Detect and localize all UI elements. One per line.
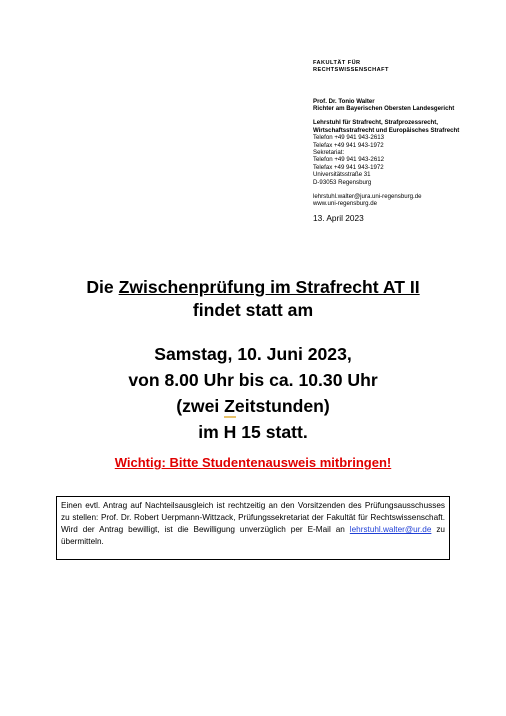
secretariat-phone: Telefon +49 941 943-2612 bbox=[313, 156, 384, 164]
disability-compensation-notice bbox=[56, 496, 450, 560]
room-number: 15 bbox=[236, 422, 261, 442]
exam-duration: (zwei Zeitstunden) bbox=[176, 396, 330, 416]
room-prefix: im bbox=[198, 422, 224, 442]
chair-phone: Telefon +49 941 943-2613 bbox=[313, 134, 384, 142]
notice-text-before-link: Einen evtl. Antrag auf Nachteilsausgleich ist rechtzeitig an den Vorsitzenden des Prüfungsausschusses zu stellen: Prof. Dr. Robert Uerpmann-Wittzack, Prüfungssekretariat der Fakultät für Rechtswissenschaft. Wird der Antrag bewilligt, ist die Bewilligung unverzüglich per E-Mail an bbox=[61, 501, 445, 534]
letterhead bbox=[313, 60, 498, 223]
room-letter: H bbox=[224, 419, 237, 445]
id-card-warning bbox=[0, 455, 506, 471]
professor-name: Prof. Dr. Tonio Walter bbox=[313, 97, 375, 105]
professor-role: Richter am Bayerischen Obersten Landesgericht bbox=[313, 105, 455, 112]
exam-time: von 8.00 Uhr bis ca. 10.30 Uhr bbox=[128, 370, 378, 390]
contact-website: www.uni-regensburg.de bbox=[313, 200, 378, 208]
chair-title-line-1: Lehrstuhl für Strafrecht, Strafprozessrecht, bbox=[313, 119, 438, 127]
chair-contact-block bbox=[313, 119, 498, 186]
chair-fax: Telefax +49 941 943-1972 bbox=[313, 141, 384, 149]
contact-email: lehrstuhl.walter@jura.uni-regensburg.de bbox=[313, 193, 422, 201]
chair-title-line-2: Wirtschaftsstrafrecht und Europäisches Strafrecht bbox=[313, 126, 460, 134]
document-date: 13. April 2023 bbox=[313, 212, 364, 223]
headline-line-2: findet statt am bbox=[192, 300, 314, 320]
city-address: D-93053 Regensburg bbox=[313, 178, 372, 186]
headline-prefix: Die bbox=[86, 277, 119, 297]
exam-schedule bbox=[0, 341, 506, 445]
exam-headline bbox=[0, 276, 506, 338]
web-contact-block bbox=[313, 193, 498, 208]
headline-exam-title: Zwischenprüfung im Strafrecht AT II bbox=[118, 277, 420, 297]
secretariat-fax: Telefax +49 941 943-1972 bbox=[313, 163, 384, 171]
exam-date: Samstag, 10. Juni 2023, bbox=[154, 344, 352, 364]
room-suffix: statt. bbox=[260, 422, 308, 442]
faculty-line-2: RECHTSWISSENSCHAFT bbox=[313, 66, 389, 73]
secretariat-label: Sekretariat: bbox=[313, 149, 345, 157]
headline-line-1 bbox=[0, 276, 506, 299]
notice-text-after-link: zu übermitteln. bbox=[61, 525, 445, 546]
faculty-name bbox=[313, 60, 498, 74]
notice-email-link[interactable]: lehrstuhl.walter@ur.de bbox=[349, 525, 432, 534]
professor-block bbox=[313, 98, 498, 113]
street-address: Universitätsstraße 31 bbox=[313, 171, 371, 179]
faculty-line-1: FAKULTÄT FÜR bbox=[313, 60, 361, 66]
warning-text: Wichtig: Bitte Studentenausweis mitbringen! bbox=[114, 455, 392, 470]
exam-room bbox=[0, 419, 506, 445]
